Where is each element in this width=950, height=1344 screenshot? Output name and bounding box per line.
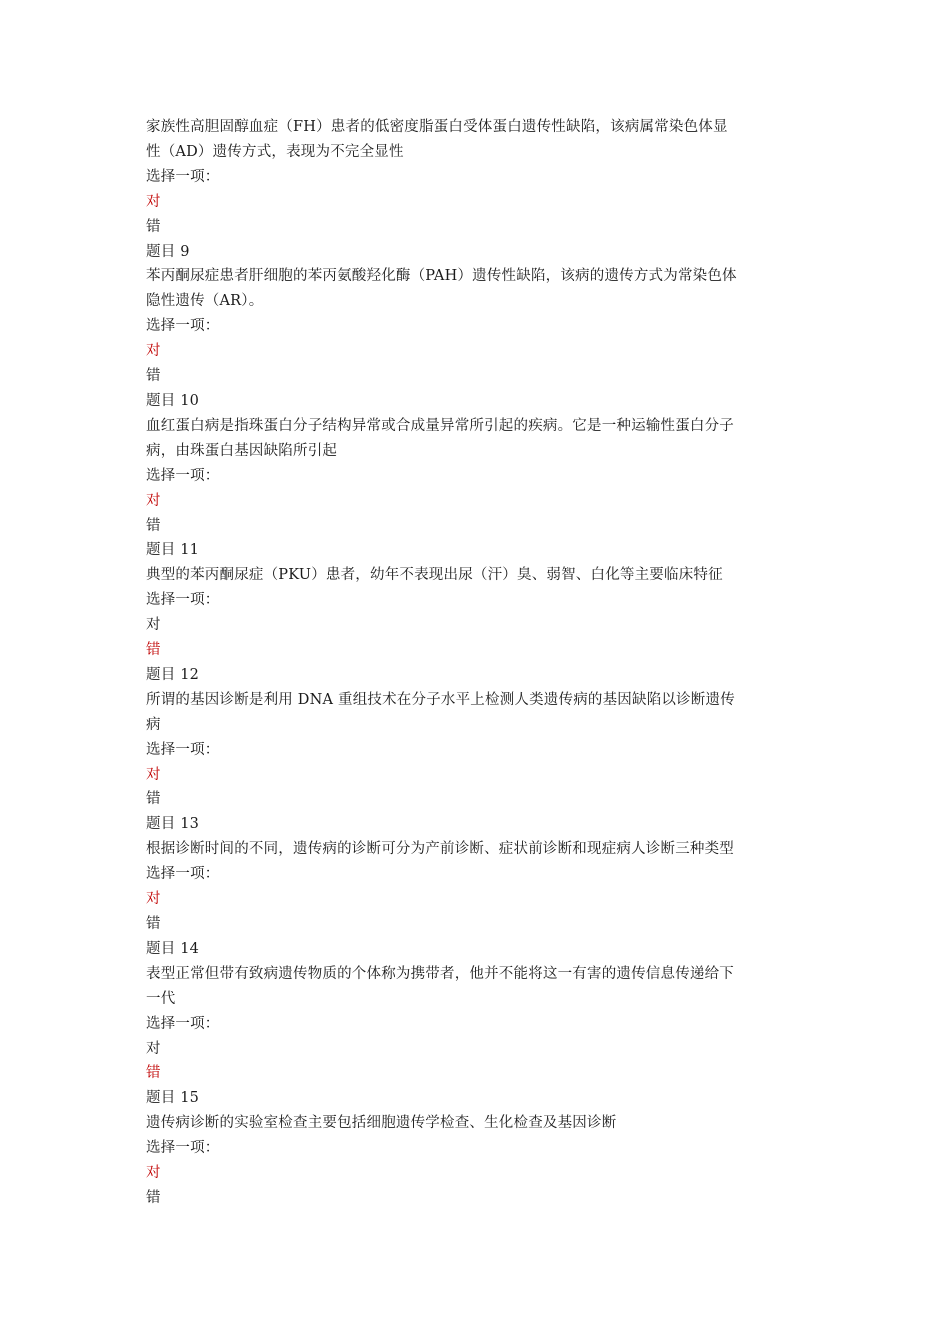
option-true[interactable]: 对: [146, 1040, 161, 1057]
choice-prompt: 选择一项：: [146, 592, 220, 609]
option-false[interactable]: 错: [146, 1189, 161, 1206]
question-block: [146, 389, 811, 538]
option-true[interactable]: 对: [146, 1165, 161, 1182]
question-text-line: 根据诊断时间的不同，遗传病的诊断可分为产前诊断、症状前诊断和现症病人诊断三种类型: [146, 841, 734, 858]
question-text-line: 病，由珠蛋白基因缺陷所引起: [146, 442, 338, 459]
option-true[interactable]: 对: [146, 891, 161, 908]
option-true[interactable]: 对: [146, 343, 161, 360]
question-title: 题目 14: [146, 940, 200, 957]
choice-prompt: 选择一项：: [146, 1015, 220, 1032]
choice-prompt: 选择一项：: [146, 866, 220, 883]
question-block: [146, 1086, 811, 1211]
question-text-line: 表型正常但带有致病遗传物质的个体称为携带者，他并不能将这一有害的遗传信息传递给下: [146, 965, 734, 982]
choice-prompt: 选择一项：: [146, 1140, 220, 1157]
question-text-line: 典型的苯丙酮尿症（PKU）患者，幼年不表现出尿（汗）臭、弱智、白化等主要临床特征: [146, 567, 723, 584]
option-false[interactable]: 错: [146, 916, 161, 932]
question-text-line: 隐性遗传（AR）。: [146, 293, 264, 310]
question-block: [146, 538, 811, 663]
question-text-line: 遗传病诊断的实验室检查主要包括细胞遗传学检查、生化检查及基因诊断: [146, 1115, 617, 1132]
question-title: 题目 12: [146, 666, 200, 683]
option-false[interactable]: 错: [146, 642, 161, 659]
question-title: 题目 10: [146, 392, 200, 409]
question-block: [146, 115, 811, 240]
question-block: [146, 937, 811, 1086]
option-false[interactable]: 错: [146, 791, 161, 808]
option-false[interactable]: 错: [146, 1065, 161, 1082]
question-text-line: 所谓的基因诊断是利用 DNA 重组技术在分子水平上检测人类遗传病的基因缺陷以诊断遗传: [146, 691, 735, 708]
option-true[interactable]: 对: [146, 193, 161, 210]
option-true[interactable]: 对: [146, 617, 161, 634]
question-title: 题目 13: [146, 816, 200, 833]
choice-prompt: 选择一项：: [146, 168, 220, 185]
choice-prompt: 选择一项：: [146, 741, 220, 758]
question-title: 题目 15: [146, 1090, 200, 1107]
question-text-line: 一代: [146, 990, 176, 1007]
question-block: [146, 663, 811, 812]
option-true[interactable]: 对: [146, 492, 161, 509]
quiz-document: [146, 115, 811, 1211]
question-text-line: 性（AD）遗传方式，表现为不完全显性: [146, 143, 404, 160]
choice-prompt: 选择一项：: [146, 467, 220, 484]
question-title: 题目 9: [146, 243, 190, 260]
question-block: [146, 240, 811, 389]
choice-prompt: 选择一项：: [146, 318, 220, 335]
option-false[interactable]: 错: [146, 517, 161, 534]
question-text-line: 病: [146, 716, 161, 733]
option-false[interactable]: 错: [146, 218, 161, 235]
question-text-line: 苯丙酮尿症患者肝细胞的苯丙氨酸羟化酶（PAH）遗传性缺陷，该病的遗传方式为常染色体: [146, 268, 737, 285]
question-title: 题目 11: [146, 542, 200, 559]
question-text-line: 血红蛋白病是指珠蛋白分子结构异常或合成量异常所引起的疾病。它是一种运输性蛋白分子: [146, 417, 734, 434]
option-true[interactable]: 对: [146, 766, 161, 783]
option-false[interactable]: 错: [146, 368, 161, 385]
question-block: [146, 812, 811, 937]
question-text-line: 家族性高胆固醇血症（FH）患者的低密度脂蛋白受体蛋白遗传性缺陷，该病属常染色体显: [146, 119, 728, 135]
